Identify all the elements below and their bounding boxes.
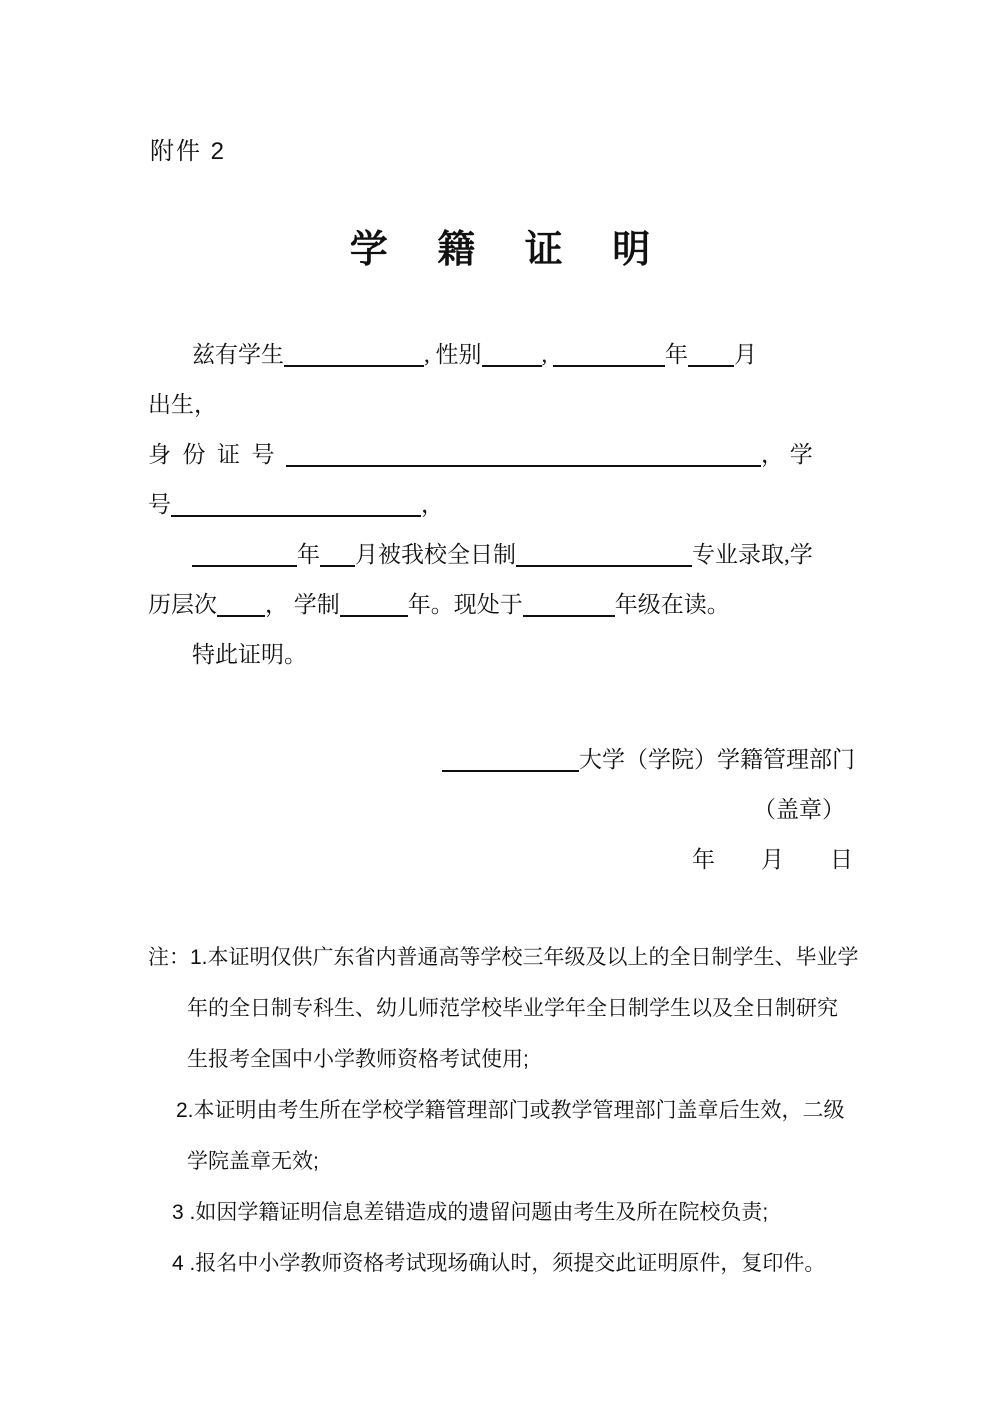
- text-line: [148, 330, 860, 380]
- fill-in-blank: [286, 439, 761, 467]
- text-segment: 月被我校全日制: [355, 542, 516, 567]
- text-segment: 出生，: [148, 392, 217, 417]
- text-segment: 特此证明。: [192, 642, 307, 667]
- text-segment: ， 学: [761, 442, 813, 467]
- text-segment: 年: [297, 542, 320, 567]
- text-segment: ,: [541, 342, 553, 367]
- fill-in-blank: [320, 539, 355, 567]
- fill-in-blank: [340, 589, 408, 617]
- fill-in-blank: [442, 744, 579, 772]
- note-line: 4 .报名中小学教师资格考试现场确认时，须提交此证明原件，复印件。: [172, 1252, 826, 1275]
- text-segment: , 性别: [424, 342, 482, 367]
- signature-line: [148, 735, 855, 785]
- text-segment: 号: [148, 492, 171, 517]
- text-line: [148, 430, 860, 480]
- notes-block: [148, 932, 888, 1289]
- fill-in-blank: [217, 589, 265, 617]
- note-line: 年的全日制专科生、幼儿师范学校毕业学年全日制学生以及全日制研究: [187, 997, 838, 1020]
- text-line: [148, 630, 860, 680]
- note-line: 学院盖章无效;: [187, 1150, 319, 1173]
- text-segment: 大学（学院）学籍管理部门: [579, 747, 855, 772]
- fill-in-blank: [482, 339, 542, 367]
- fill-in-blank: [171, 489, 421, 517]
- text-line: [148, 380, 860, 430]
- text-segment: 月: [734, 342, 757, 367]
- certificate-body: [148, 330, 860, 680]
- seal-line: （盖章）: [753, 797, 845, 822]
- text-segment: 历层次: [148, 592, 217, 617]
- fill-in-blank: [192, 539, 297, 567]
- fill-in-blank: [553, 339, 665, 367]
- note-line: 生报考全国中小学教师资格考试使用;: [187, 1048, 529, 1071]
- text-segment: 专业录取,学: [692, 542, 813, 567]
- signature-block: [148, 735, 855, 885]
- text-segment: 身 份 证 号: [148, 442, 286, 467]
- text-line: [148, 480, 860, 530]
- fill-in-blank: [516, 539, 692, 567]
- fill-in-blank: [688, 339, 734, 367]
- fill-in-blank: [284, 339, 424, 367]
- text-segment: 兹有学生: [192, 342, 284, 367]
- text-line: [148, 530, 860, 580]
- text-segment: ，: [421, 492, 444, 517]
- fill-in-blank: [523, 589, 615, 617]
- text-segment: 年级在读。: [614, 592, 730, 617]
- text-segment: ， 学制: [265, 592, 340, 617]
- note-line: 3 .如因学籍证明信息差错造成的遗留问题由考生及所在院校负责;: [172, 1201, 769, 1224]
- text-segment: 年。现处于: [407, 592, 523, 617]
- note-line: 注：1.本证明仅供广东省内普通高等学校三年级及以上的全日制学生、毕业学: [148, 946, 859, 969]
- note-line: 2.本证明由考生所在学校学籍管理部门或教学管理部门盖章后生效，二级: [176, 1099, 845, 1122]
- text-segment: 年: [665, 342, 688, 367]
- text-line: [148, 580, 860, 630]
- attachment-label: 附件 2: [150, 138, 227, 165]
- certificate-title: 学 籍 证 明: [349, 229, 671, 271]
- date-line: 年 月 日: [692, 847, 853, 872]
